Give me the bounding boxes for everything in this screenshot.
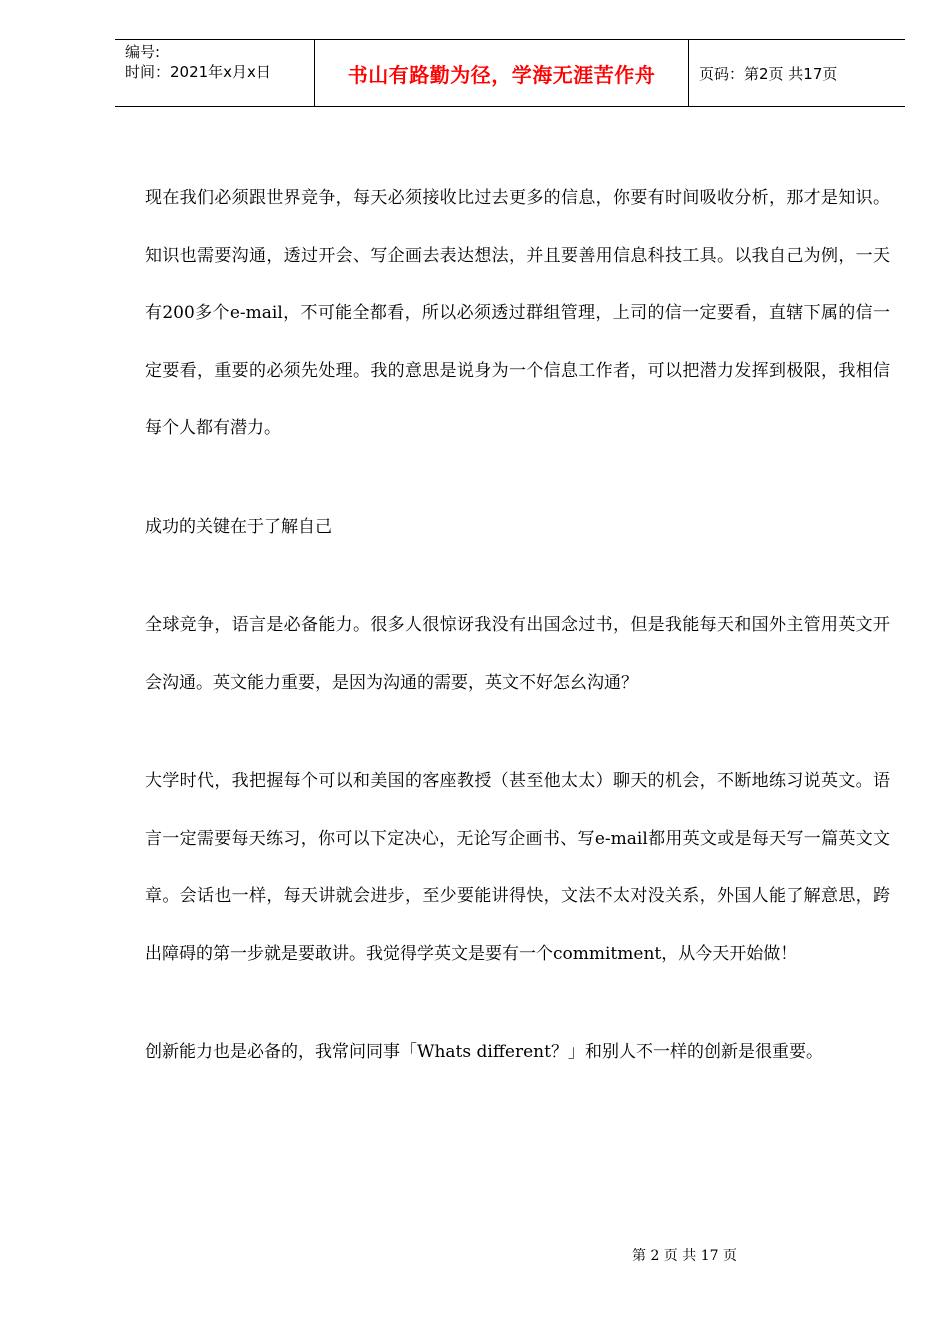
header-page-info: 页码：第2页 共17页 bbox=[699, 64, 838, 83]
document-body bbox=[145, 170, 890, 1123]
header-motto: 书山有路勤为径，学海无涯苦作舟 bbox=[315, 40, 689, 106]
page-footer: 第 2 页 共 17 页 bbox=[632, 1248, 737, 1264]
paragraph: 大学时代，我把握每个可以和美国的客座教授（甚至他太太）聊天的机会，不断地练习说英文。语言一定需要每天练习，你可以下定决心，无论写企画书、写e-mail都用英文或是每天写一篇英文文章。会话也一样，每天讲就会进步，至少要能讲得快，文法不太对没关系，外国人能了解意思，跨出障碍的第一步就是要敢讲。我觉得学英文是要有一个commitment，从今天开始做！ bbox=[145, 771, 890, 964]
page-header bbox=[115, 39, 905, 107]
document-number-label: 编号: bbox=[125, 43, 161, 61]
header-meta bbox=[115, 40, 315, 106]
paragraph: 创新能力也是必备的，我常问同事「Whats different？」和别人不一样的创新是很重要。 bbox=[145, 1042, 823, 1062]
paragraph: 全球竞争，语言是必备能力。很多人很惊讶我没有出国念过书，但是我能每天和国外主管用英文开会沟通。英文能力重要，是因为沟通的需要，英文不好怎幺沟通？ bbox=[145, 615, 890, 693]
paragraph: 现在我们必须跟世界竞争，每天必须接收比过去更多的信息，你要有时间吸收分析，那才是知识。知识也需要沟通，透过开会、写企画去表达想法，并且要善用信息科技工具。以我自己为例，一天有200多个e-mail，不可能全都看，所以必须透过群组管理，上司的信一定要看，直辖下属的信一定要看，重要的必须先处理。我的意思是说身为一个信息工作者，可以把潜力发挥到极限，我相信每个人都有潜力。 bbox=[145, 188, 890, 438]
section-heading: 成功的关键在于了解自己 bbox=[145, 516, 332, 537]
document-date: 时间：2021年x月x日 bbox=[125, 63, 271, 81]
